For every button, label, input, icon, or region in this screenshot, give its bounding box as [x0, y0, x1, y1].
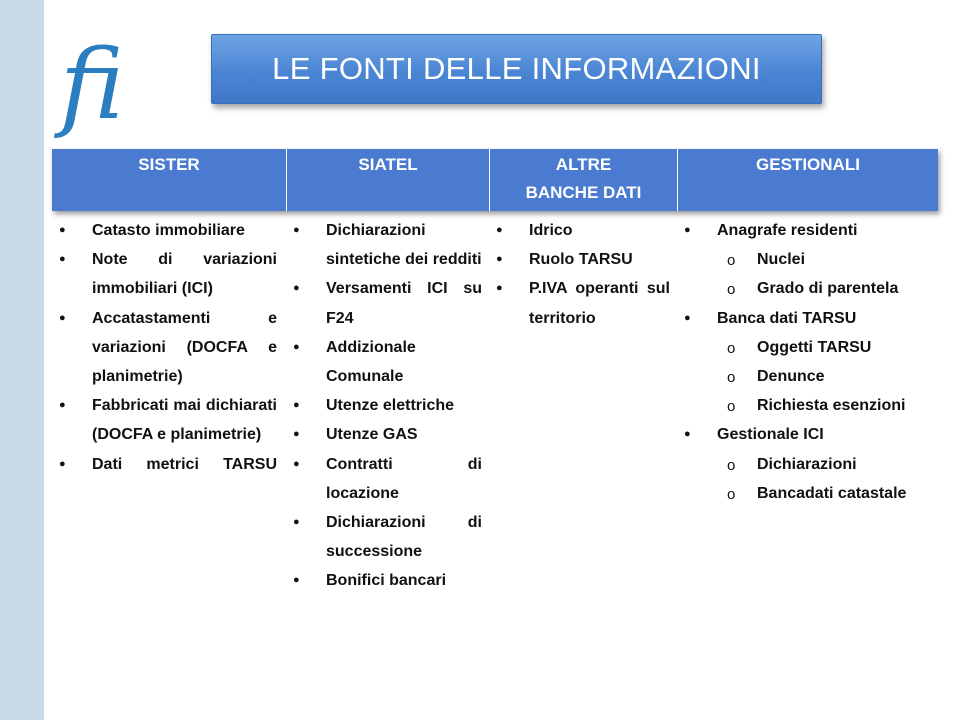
column-sister: [52, 216, 277, 479]
slide-title: LE FONTI DELLE INFORMAZIONI: [211, 34, 822, 104]
list-item-label: Gestionale ICI: [717, 426, 824, 444]
list-item: ● Versamenti ICI su F24: [286, 274, 482, 332]
list-item: ● Dichiarazioni sintetiche dei redditi: [286, 216, 482, 274]
list-item: [677, 216, 931, 304]
list-item: ● Utenze GAS: [286, 420, 482, 449]
list-item: ● Idrico: [489, 216, 670, 245]
sub-list-item: o Richiesta esenzioni: [717, 391, 931, 420]
header-altre-line1: ALTRE: [555, 155, 612, 174]
sub-list-item: o Oggetti TARSU: [717, 333, 931, 362]
list-item: ● Dati metrici TARSU: [52, 450, 277, 479]
fi-logo: fi: [60, 29, 125, 141]
header-gestionali: [677, 149, 938, 211]
list-item: ● Dichiarazioni di successione: [286, 508, 482, 566]
list-item: ● Note di variazioni immobiliari (ICI): [52, 245, 277, 303]
list-item-label: Banca dati TARSU: [717, 309, 857, 327]
header-altre-line2: BANCHE DATI: [525, 183, 642, 202]
list-item: ● P.IVA operanti sul territorio: [489, 274, 670, 332]
list-item: ● Accatastamenti e variazioni (DOCFA e planimetrie): [52, 304, 277, 392]
sub-list-item: o Denunce: [717, 362, 931, 391]
header-altre-banche-dati: [489, 149, 677, 211]
side-band: [0, 0, 44, 720]
column-siatel: [286, 216, 482, 596]
sub-list-item: o Nuclei: [717, 245, 931, 274]
column-gestionali: [677, 216, 931, 508]
list-item: [677, 420, 931, 508]
list-item: ● Bonifici bancari: [286, 566, 482, 595]
header-sister: [52, 149, 286, 211]
list-item: ● Ruolo TARSU: [489, 245, 670, 274]
sub-list-item: o Bancadati catastale: [717, 479, 931, 508]
list-item: ● Contratti di locazione: [286, 450, 482, 508]
header-gestionali-label: GESTIONALI: [756, 155, 860, 174]
sub-list-item: o Dichiarazioni: [717, 450, 931, 479]
sub-list-item: o Grado di parentela: [717, 274, 931, 303]
column-altre-banche-dati: [489, 216, 670, 333]
list-item-label: Anagrafe residenti: [717, 222, 858, 239]
header-sister-label: SISTER: [138, 155, 200, 174]
list-item: ● Catasto immobiliare: [52, 216, 277, 245]
list-item: ● Fabbricati mai dichiarati (DOCFA e planimetrie): [52, 391, 277, 449]
list-item: [677, 304, 931, 421]
list-item: ● Addizionale Comunale: [286, 333, 482, 391]
header-siatel: [286, 149, 489, 211]
header-siatel-label: SIATEL: [358, 155, 418, 174]
list-item: ● Utenze elettriche: [286, 391, 482, 420]
